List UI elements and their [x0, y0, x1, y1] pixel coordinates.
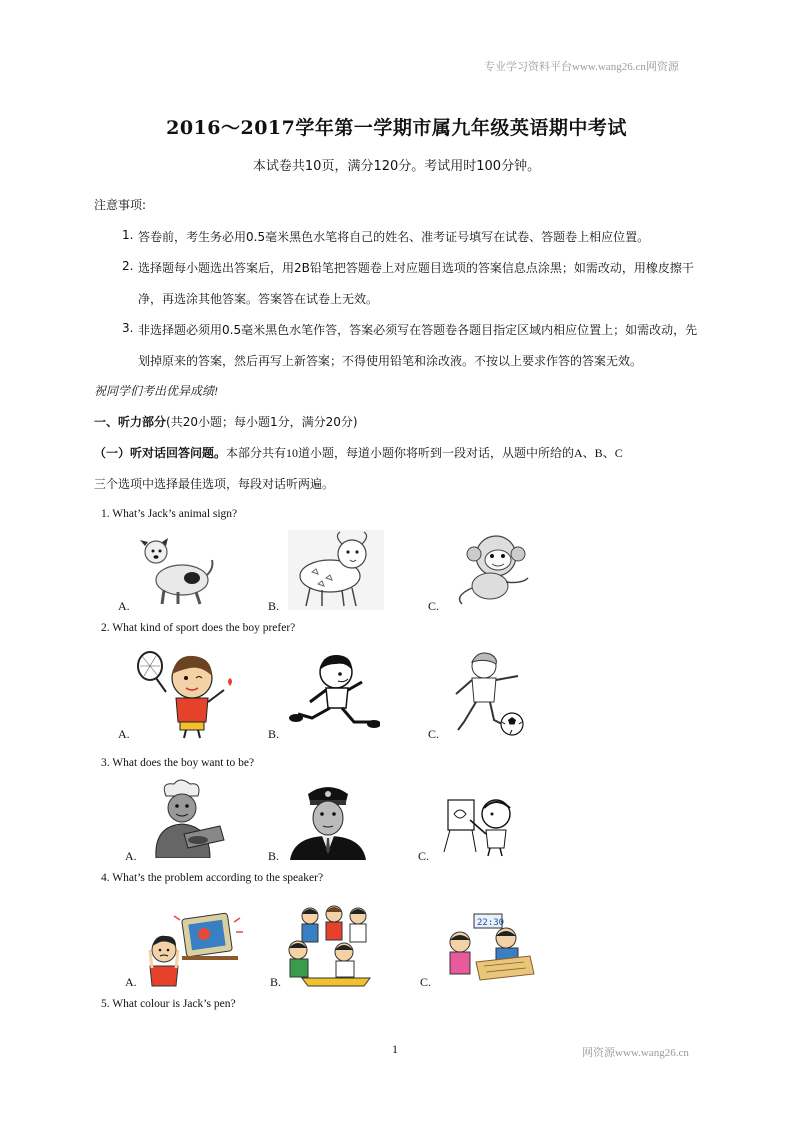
note-3-line-2: 划掉原来的答案，然后再写上新答案；不得使用铅笔和涂改液。不按以上要求作答的答案无效。 — [138, 354, 643, 368]
question-3-option-c: C. — [418, 849, 430, 863]
question-4-option-a: A. — [125, 975, 137, 989]
footer-watermark: 网资源www.wang26.cn — [582, 1047, 689, 1059]
notes-heading: 注意事项: — [94, 198, 147, 212]
header-watermark: 专业学习资料平台www.wang26.cn网资源 — [484, 61, 679, 73]
question-1-option-c: C. — [428, 599, 440, 613]
question-3-option-b: B. — [268, 849, 280, 863]
part-1-intro — [94, 444, 623, 461]
cook-picture — [140, 778, 226, 858]
sheep-picture — [288, 530, 384, 610]
monkey-picture — [444, 530, 536, 606]
question-2-text: 2. What kind of sport does the boy prefer? — [101, 622, 296, 634]
question-1-option-b: B. — [268, 599, 280, 613]
note-3-number: 3. — [122, 321, 134, 335]
running-boy-picture — [288, 652, 380, 736]
note-2-line-2: 净，再选涂其他答案。答案答在试卷上无效。 — [138, 292, 379, 306]
page-number: 1 — [392, 1042, 398, 1056]
question-4-option-b: B. — [270, 975, 282, 989]
part-1-title: （一）听对话回答问题。 — [94, 446, 227, 460]
svg-text:22:30: 22:30 — [477, 918, 505, 928]
part-1-line-2: 三个选项中选择最佳选项，每段对话听两遍。 — [94, 477, 335, 491]
question-1-text: 1. What’s Jack’s animal sign? — [101, 508, 238, 520]
painter-picture — [440, 792, 526, 858]
note-2-number: 2. — [122, 259, 134, 273]
late-clock-picture — [440, 910, 536, 988]
question-3-option-a: A. — [125, 849, 137, 863]
tennis-boy-picture — [132, 648, 242, 740]
officer-picture — [290, 780, 366, 860]
page-subtitle: 本试卷共10页，满分120分。考试用时100分钟。 — [252, 159, 541, 174]
question-4-option-c: C. — [420, 975, 432, 989]
section-1-title: 一、听力部分 — [94, 415, 167, 429]
question-2-option-a: A. — [118, 727, 130, 741]
crowded-kids-picture — [282, 902, 378, 988]
question-3-text: 3. What does the boy want to be? — [101, 757, 255, 769]
note-1-number: 1. — [122, 228, 134, 242]
question-2-option-b: B. — [268, 727, 280, 741]
note-1-line-1: 答卷前，考生务必用0.5毫米黑色水笔将自己的姓名、准考证号填写在试卷、答题卷上相应位置。 — [138, 230, 650, 244]
note-3-line-1: 非选择题必须用0.5毫米黑色水笔作答，答案必须写在答题卷各题目指定区域内相应位置上；如需改动，先 — [138, 323, 698, 337]
dog-picture — [134, 530, 218, 608]
question-1-option-a: A. — [118, 599, 130, 613]
question-5-text: 5. What colour is Jack’s pen? — [101, 998, 236, 1010]
section-1-heading — [94, 413, 358, 430]
note-2-line-1: 选择题每小题选出答案后，用2B铅笔把答题卷上对应题目选项的答案信息点涂黑；如需改动，用橡皮擦干 — [138, 261, 694, 275]
question-4-text: 4. What’s the problem according to the speaker? — [101, 872, 324, 884]
noisy-tv-picture — [140, 910, 244, 988]
part-1-line-1: 本部分共有10道小题，每道小题你将听到一段对话，从题中所给的A、B、C — [226, 446, 623, 460]
soccer-boy-picture — [438, 650, 530, 738]
question-2-option-c: C. — [428, 727, 440, 741]
page-title: 2016～2017学年第一学期市属九年级英语期中考试 — [166, 117, 627, 139]
wish-text: 祝同学们考出优异成绩! — [94, 384, 218, 398]
section-1-note: (共20小题；每小题1分，满分20分) — [166, 415, 358, 429]
